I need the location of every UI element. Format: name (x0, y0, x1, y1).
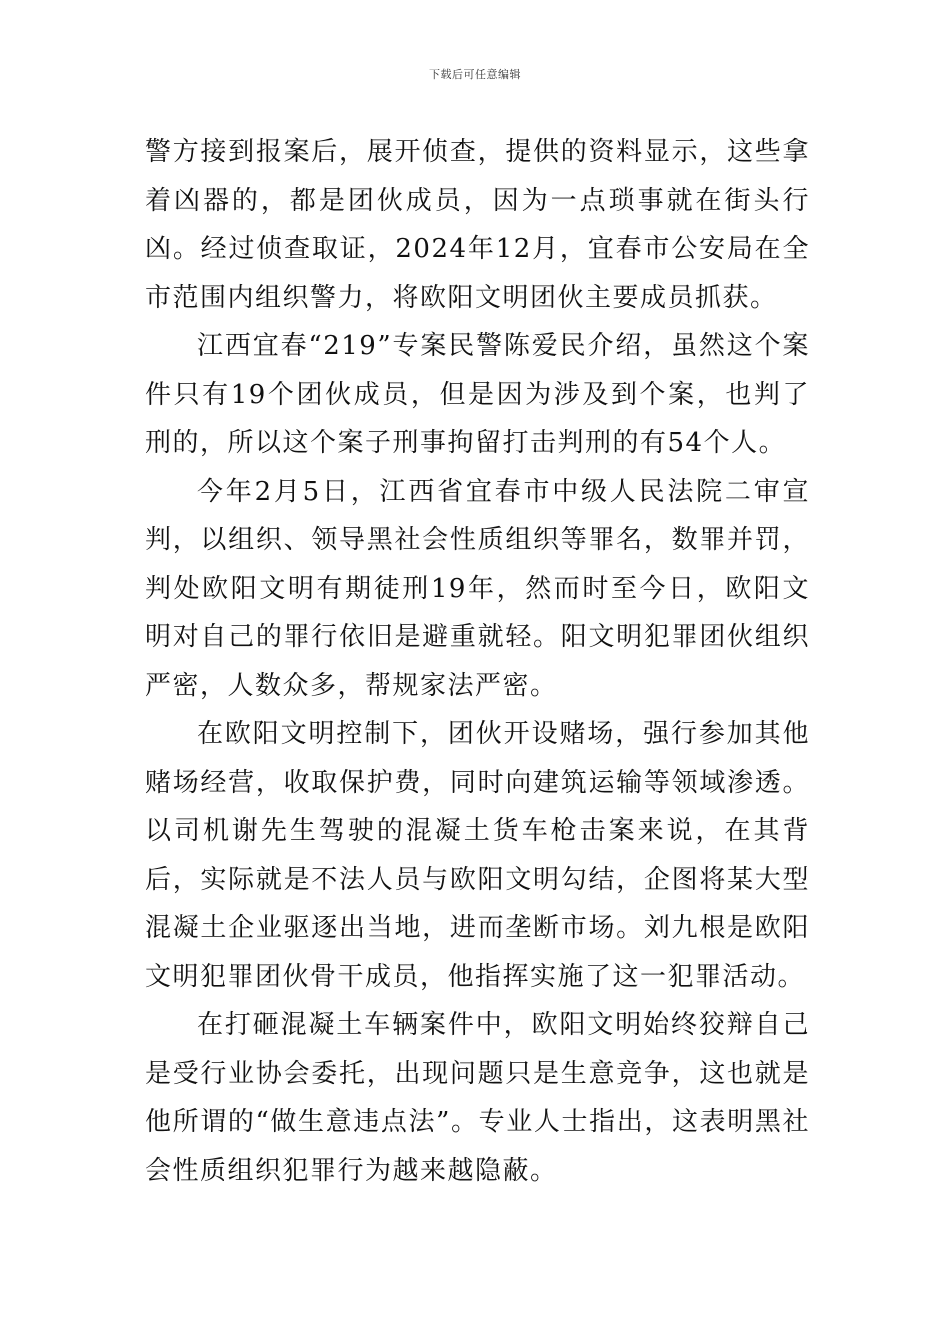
paragraph-5: 在打砸混凝土车辆案件中，欧阳文明始终狡辩自己是受行业协会委托，出现问题只是生意竞争，这也就是他所谓的“做生意违点法”。专业人士指出，这表明黑社会性质组织犯罪行为越来越隐蔽。 (145, 1010, 810, 1186)
paragraph-4: 在欧阳文明控制下，团伙开设赌场，强行参加其他赌场经营，收取保护费，同时向建筑运输等领域渗透。以司机谢先生驾驶的混凝土货车枪击案来说，在其背后，实际就是不法人员与欧阳文明勾结，企图将某大型混凝土企业驱逐出当地，进而垄断市场。刘九根是欧阳文明犯罪团伙骨干成员，他指挥实施了这一犯罪活动。 (145, 719, 810, 992)
paragraph-1: 警方接到报案后，展开侦查，提供的资料显示，这些拿着凶器的，都是团伙成员，因为一点琐事就在街头行凶。经过侦查取证，2024年12月，宜春市公安局在全市范围内组织警力，将欧阳文明团伙主要成员抓获。 (145, 137, 810, 313)
paragraph-3: 今年2月5日，江西省宜春市中级人民法院二审宣判，以组织、领导黑社会性质组织等罪名，数罪并罚，判处欧阳文明有期徒刑19年，然而时至今日，欧阳文明对自己的罪行依旧是避重就轻。阳文明犯罪团伙组织严密，人数众多，帮规家法严密。 (145, 476, 810, 701)
page-header: 下载后可任意编辑 (429, 68, 521, 81)
paragraph-2: 江西宜春“219”专案民警陈爱民介绍，虽然这个案件只有19个团伙成员，但是因为涉及到个案，也判了刑的，所以这个案子刑事拘留打击判刑的有54个人。 (145, 331, 810, 458)
document-body (145, 128, 810, 1195)
